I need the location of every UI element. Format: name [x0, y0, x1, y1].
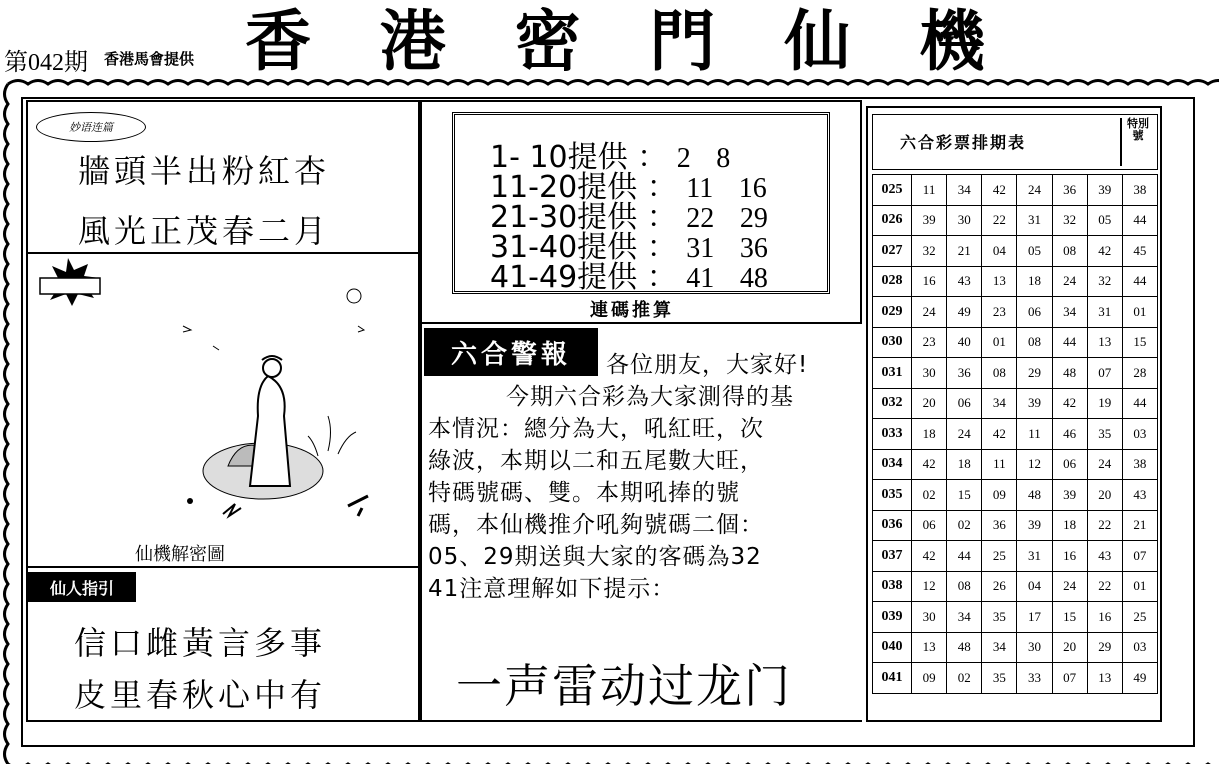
poem-line: 信口雌黃言多事 — [74, 624, 327, 662]
number-cell: 43 — [947, 266, 982, 297]
row-value: 16 — [738, 173, 767, 204]
poem-badge: 妙语连篇 — [36, 112, 146, 142]
alert-line: 41注意理解如下提示： — [428, 576, 676, 602]
number-cell: 24 — [1087, 449, 1122, 480]
number-cell: 34 — [1052, 297, 1087, 328]
number-cell: 22 — [1087, 510, 1122, 541]
number-cell: 39 — [1052, 480, 1087, 511]
number-cell: 08 — [982, 358, 1017, 389]
table-row — [873, 541, 1158, 572]
number-cell: 04 — [982, 236, 1017, 267]
number-cell: 13 — [982, 266, 1017, 297]
alert-line: 今期六合彩為大家測得的基 — [506, 384, 794, 410]
number-cell: 15 — [947, 480, 982, 511]
number-cell: 06 — [947, 388, 982, 419]
number-cell: 25 — [982, 541, 1017, 572]
issue-number: 第042期 — [4, 50, 88, 76]
issue-cell: 035 — [873, 480, 912, 511]
issue-cell: 025 — [873, 175, 912, 206]
number-cell: 35 — [982, 602, 1017, 633]
row-value: 41 — [686, 263, 715, 294]
draw-table — [872, 174, 1158, 694]
number-cell: 06 — [1052, 449, 1087, 480]
issue-cell: 039 — [873, 602, 912, 633]
number-cell: 26 — [982, 571, 1017, 602]
number-cell: 35 — [1087, 419, 1122, 450]
number-cell: 01 — [1122, 297, 1157, 328]
table-row — [873, 632, 1158, 663]
number-cell: 08 — [1017, 327, 1052, 358]
number-row: 21-30提供 ： 22 29 — [490, 200, 768, 235]
number-cell: 13 — [1087, 663, 1122, 694]
page-title — [245, 3, 985, 80]
title-char: 密 — [514, 3, 581, 80]
illustration-caption: 仙機解密圖 — [135, 544, 225, 565]
table-row — [873, 358, 1158, 389]
alert-line: 特碼號碼、雙。本期吼捧的號 — [428, 480, 740, 506]
number-cell: 42 — [912, 541, 947, 572]
number-cell: 39 — [1017, 388, 1052, 419]
number-cell: 36 — [1052, 175, 1087, 206]
alert-greeting: 各位朋友，大家好! — [606, 352, 809, 378]
number-cell: 39 — [1017, 510, 1052, 541]
number-cell: 44 — [1122, 205, 1157, 236]
issue-cell: 037 — [873, 541, 912, 572]
number-cell: 11 — [1017, 419, 1052, 450]
number-cell: 38 — [1122, 175, 1157, 206]
number-cell: 34 — [947, 602, 982, 633]
table-row — [873, 205, 1158, 236]
issue-cell: 032 — [873, 388, 912, 419]
number-cell: 11 — [982, 449, 1017, 480]
row-value: 31 — [686, 233, 715, 264]
row-value: 29 — [739, 203, 768, 234]
table-side-label: 特別號 — [1127, 117, 1149, 142]
poem-line: 風光正茂春二月 — [78, 212, 331, 250]
number-cell: 08 — [947, 571, 982, 602]
number-row: 11-20提供 ： 11 16 — [490, 170, 767, 205]
number-cell: 42 — [982, 419, 1017, 450]
number-cell: 09 — [982, 480, 1017, 511]
divider — [26, 566, 420, 568]
number-cell: 30 — [1017, 632, 1052, 663]
number-cell: 01 — [1122, 571, 1157, 602]
number-cell: 16 — [912, 266, 947, 297]
number-cell: 42 — [1052, 388, 1087, 419]
row-value: 36 — [739, 233, 768, 264]
issue-cell: 031 — [873, 358, 912, 389]
poem-line: 皮里春秋心中有 — [74, 676, 327, 714]
number-cell: 15 — [1122, 327, 1157, 358]
row-label: 31-40提供 — [490, 230, 638, 265]
number-cell: 05 — [1087, 205, 1122, 236]
number-row: 1- 10提供 ： 2 8 — [490, 140, 731, 175]
number-cell: 19 — [1087, 388, 1122, 419]
issue-cell: 040 — [873, 632, 912, 663]
number-cell: 11 — [912, 175, 947, 206]
row-value: 48 — [739, 263, 768, 294]
number-cell: 25 — [1122, 602, 1157, 633]
issue-cell: 034 — [873, 449, 912, 480]
number-cell: 43 — [1087, 541, 1122, 572]
number-cell: 24 — [1052, 266, 1087, 297]
number-cell: 48 — [1017, 480, 1052, 511]
alert-label: 六合警報 — [424, 328, 598, 376]
number-cell: 44 — [1122, 388, 1157, 419]
number-cell: 38 — [1122, 449, 1157, 480]
issue-cell: 041 — [873, 663, 912, 694]
number-caption: 連碼推算 — [590, 300, 674, 321]
table-row — [873, 236, 1158, 267]
number-cell: 45 — [1122, 236, 1157, 267]
number-cell: 16 — [1087, 602, 1122, 633]
title-char: 機 — [918, 3, 985, 80]
number-cell: 31 — [1087, 297, 1122, 328]
number-cell: 44 — [1122, 266, 1157, 297]
number-cell: 20 — [1087, 480, 1122, 511]
number-cell: 17 — [1017, 602, 1052, 633]
number-cell: 16 — [1052, 541, 1087, 572]
number-cell: 43 — [1122, 480, 1157, 511]
table-row — [873, 175, 1158, 206]
number-cell: 34 — [982, 632, 1017, 663]
row-value: 8 — [716, 143, 731, 174]
number-cell: 24 — [1052, 571, 1087, 602]
title-char: 門 — [649, 3, 716, 80]
number-cell: 12 — [912, 571, 947, 602]
row-value: 11 — [686, 173, 714, 204]
table-row — [873, 327, 1158, 358]
poem-line: 牆頭半出粉紅杏 — [78, 152, 331, 190]
number-cell: 42 — [1087, 236, 1122, 267]
number-cell: 24 — [947, 419, 982, 450]
number-cell: 23 — [912, 327, 947, 358]
number-cell: 12 — [1017, 449, 1052, 480]
issue-cell: 033 — [873, 419, 912, 450]
number-cell: 49 — [947, 297, 982, 328]
number-cell: 39 — [1087, 175, 1122, 206]
divider — [1120, 118, 1122, 166]
number-cell: 21 — [1122, 510, 1157, 541]
title-char: 港 — [379, 3, 446, 80]
number-cell: 49 — [1122, 663, 1157, 694]
number-cell: 04 — [1017, 571, 1052, 602]
row-label: 11-20提供 — [490, 170, 638, 205]
issue-cell: 027 — [873, 236, 912, 267]
row-label: 1- 10提供 — [490, 140, 628, 175]
number-cell: 42 — [982, 175, 1017, 206]
number-cell: 22 — [1087, 571, 1122, 602]
alert-line: 綠波，本期以二和五尾數大旺， — [428, 448, 764, 474]
number-cell: 05 — [1017, 236, 1052, 267]
table-row — [873, 510, 1158, 541]
table-row — [873, 266, 1158, 297]
number-cell: 31 — [1017, 541, 1052, 572]
issue-cell: 029 — [873, 297, 912, 328]
guide-label: 仙人指引 — [28, 572, 136, 602]
number-row: 41-49提供 ： 41 48 — [490, 260, 768, 295]
number-cell: 24 — [1017, 175, 1052, 206]
alert-line: 05、29期送與大家的客碼為32 — [428, 544, 762, 570]
number-cell: 42 — [912, 449, 947, 480]
number-cell: 03 — [1122, 632, 1157, 663]
number-cell: 30 — [912, 602, 947, 633]
number-cell: 15 — [1052, 602, 1087, 633]
table-row — [873, 602, 1158, 633]
row-label: 21-30提供 — [490, 200, 638, 235]
table-row — [873, 571, 1158, 602]
table-row — [873, 419, 1158, 450]
number-cell: 48 — [947, 632, 982, 663]
number-cell: 06 — [912, 510, 947, 541]
number-cell: 36 — [947, 358, 982, 389]
number-cell: 32 — [912, 236, 947, 267]
number-cell: 20 — [912, 388, 947, 419]
number-cell: 06 — [1017, 297, 1052, 328]
number-cell: 21 — [947, 236, 982, 267]
number-cell: 18 — [912, 419, 947, 450]
number-cell: 09 — [912, 663, 947, 694]
number-cell: 29 — [1087, 632, 1122, 663]
number-cell: 33 — [1017, 663, 1052, 694]
title-char: 仙 — [784, 3, 851, 80]
table-row — [873, 388, 1158, 419]
number-cell: 20 — [1052, 632, 1087, 663]
number-cell: 08 — [1052, 236, 1087, 267]
divider — [420, 324, 422, 722]
number-cell: 30 — [947, 205, 982, 236]
number-cell: 29 — [1017, 358, 1052, 389]
provider-label: 香港馬會提供 — [104, 50, 195, 68]
number-cell: 24 — [912, 297, 947, 328]
number-cell: 07 — [1087, 358, 1122, 389]
issue-cell: 028 — [873, 266, 912, 297]
sage-illustration — [28, 256, 418, 568]
number-cell: 13 — [1087, 327, 1122, 358]
number-row: 31-40提供 ： 31 36 — [490, 230, 768, 265]
number-cell: 07 — [1122, 541, 1157, 572]
number-cell: 39 — [912, 205, 947, 236]
table-row — [873, 297, 1158, 328]
table-row — [873, 480, 1158, 511]
number-cell: 28 — [1122, 358, 1157, 389]
number-cell: 44 — [947, 541, 982, 572]
number-cell: 02 — [947, 663, 982, 694]
number-cell: 18 — [947, 449, 982, 480]
number-cell: 32 — [1087, 266, 1122, 297]
number-cell: 18 — [1017, 266, 1052, 297]
table-row — [873, 663, 1158, 694]
table-title: 六合彩票排期表 — [900, 133, 1027, 152]
row-value: 22 — [686, 203, 715, 234]
title-char: 香 — [245, 3, 311, 80]
number-cell: 02 — [947, 510, 982, 541]
issue-cell: 036 — [873, 510, 912, 541]
number-cell: 34 — [982, 388, 1017, 419]
number-cell: 46 — [1052, 419, 1087, 450]
number-cell: 34 — [947, 175, 982, 206]
number-cell: 48 — [1052, 358, 1087, 389]
number-cell: 02 — [912, 480, 947, 511]
number-cell: 31 — [1017, 205, 1052, 236]
number-cell: 13 — [912, 632, 947, 663]
divider — [420, 720, 862, 722]
issue-cell: 030 — [873, 327, 912, 358]
number-cell: 23 — [982, 297, 1017, 328]
issue-cell: 026 — [873, 205, 912, 236]
row-value: 2 — [676, 143, 691, 174]
number-cell: 30 — [912, 358, 947, 389]
alert-line: 本情況：總分為大，吼紅旺，次 — [428, 416, 764, 442]
issue-cell: 038 — [873, 571, 912, 602]
number-cell: 44 — [1052, 327, 1087, 358]
alert-line: 碼，本仙機推介吼夠號碼二個： — [428, 512, 764, 538]
table-row — [873, 449, 1158, 480]
number-cell: 03 — [1122, 419, 1157, 450]
number-cell: 32 — [1052, 205, 1087, 236]
number-cell: 01 — [982, 327, 1017, 358]
number-cell: 22 — [982, 205, 1017, 236]
number-cell: 07 — [1052, 663, 1087, 694]
slogan: 一声雷动过龙门 — [456, 659, 792, 713]
number-cell: 36 — [982, 510, 1017, 541]
number-cell: 18 — [1052, 510, 1087, 541]
row-label: 41-49提供 — [490, 260, 638, 295]
number-cell: 40 — [947, 327, 982, 358]
number-cell: 35 — [982, 663, 1017, 694]
